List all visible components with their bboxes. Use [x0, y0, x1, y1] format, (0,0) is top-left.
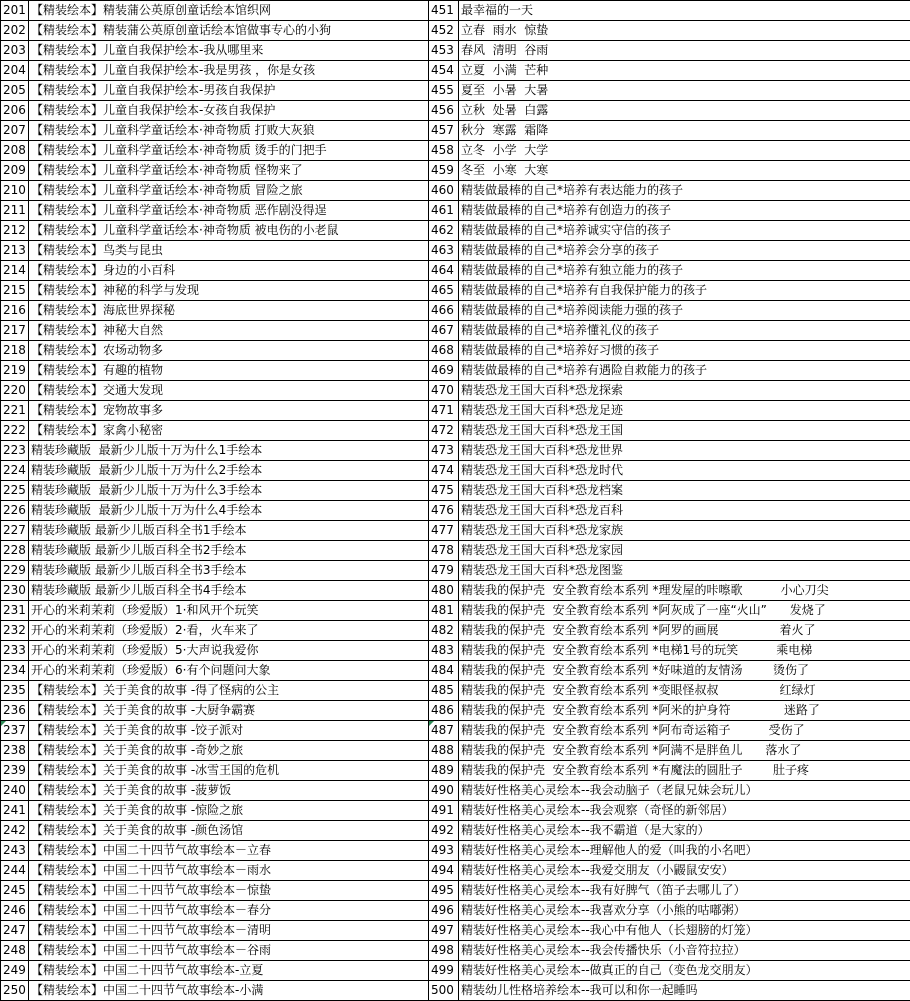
book-title-right[interactable]: 精装我的保护壳 安全教育绘本系列 *变眼怪叔叔 红绿灯 — [459, 681, 910, 701]
row-number-left[interactable]: 223 — [1, 441, 29, 461]
book-title-left[interactable]: 【精装绘本】家禽小秘密 — [29, 421, 429, 441]
table-row — [1, 381, 910, 401]
book-title-right[interactable]: 精装好性格美心灵绘本--做真正的自己（变色龙交朋友） — [459, 961, 910, 981]
book-title-right[interactable]: 精装做最棒的自己*培养有自我保护能力的孩子 — [459, 281, 910, 301]
table-row — [1, 241, 910, 261]
book-title-left[interactable]: 精装珍藏版 最新少儿版十万为什么1手绘本 — [29, 441, 429, 461]
book-title-left[interactable]: 【精装绘本】儿童自我保护绘本-我是男孩 ，你是女孩 — [29, 61, 429, 81]
book-title-right[interactable]: 精装好性格美心灵绘本--我喜欢分享（小熊的咕嘟粥） — [459, 901, 910, 921]
book-title-left[interactable]: 【精装绘本】儿童科学童话绘本·神奇物质 被电伤的小老鼠 — [29, 221, 429, 241]
row-number-right[interactable]: 461 — [429, 201, 459, 221]
table-row — [1, 41, 910, 61]
row-number-right[interactable]: 465 — [429, 281, 459, 301]
table-row — [1, 421, 910, 441]
row-number-left[interactable]: 243 — [1, 841, 29, 861]
table-row — [1, 621, 910, 641]
row-number-left[interactable]: 249 — [1, 961, 29, 981]
row-number-left[interactable]: 216 — [1, 301, 29, 321]
table-row — [1, 401, 910, 421]
row-number-left[interactable]: 234 — [1, 661, 29, 681]
row-number-left[interactable]: 203 — [1, 41, 29, 61]
book-title-left[interactable]: 精装珍藏版 最新少儿版十万为什么2手绘本 — [29, 461, 429, 481]
row-number-left[interactable]: 228 — [1, 541, 29, 561]
table-row — [1, 1, 910, 21]
row-number-right[interactable]: 483 — [429, 641, 459, 661]
book-title-left[interactable]: 【精装绘本】儿童科学童话绘本·神奇物质 恶作剧没得逞 — [29, 201, 429, 221]
row-number-left[interactable]: 241 — [1, 801, 29, 821]
row-number-right[interactable]: 464 — [429, 261, 459, 281]
book-title-right[interactable]: 精装好性格美心灵绘本--我会传播快乐（小音符拉拉） — [459, 941, 910, 961]
table-row — [1, 121, 910, 141]
table-row — [1, 701, 910, 721]
book-title-left[interactable]: 【精装绘本】儿童自我保护绘本-男孩自我保护 — [29, 81, 429, 101]
book-title-right[interactable]: 精装做最棒的自己*培养会分享的孩子 — [459, 241, 910, 261]
row-number-right[interactable]: 493 — [429, 841, 459, 861]
table-row — [1, 901, 910, 921]
row-number-right[interactable]: 485 — [429, 681, 459, 701]
row-number-right[interactable]: 489 — [429, 761, 459, 781]
book-title-left[interactable]: 开心的米莉茉莉（珍爱版）2·看，火车来了 — [29, 621, 429, 641]
row-number-left[interactable]: 240 — [1, 781, 29, 801]
book-title-right[interactable]: 精装做最棒的自己*培养懂礼仪的孩子 — [459, 321, 910, 341]
row-number-left[interactable]: 214 — [1, 261, 29, 281]
row-number-left[interactable]: 237 — [1, 721, 29, 741]
row-number-left[interactable]: 247 — [1, 921, 29, 941]
row-number-left[interactable]: 219 — [1, 361, 29, 381]
row-number-right[interactable]: 487 — [429, 721, 459, 741]
book-title-left[interactable]: 精装珍藏版 最新少儿版百科全书1手绘本 — [29, 521, 429, 541]
row-number-right[interactable]: 457 — [429, 121, 459, 141]
row-number-left[interactable]: 246 — [1, 901, 29, 921]
row-number-right[interactable]: 455 — [429, 81, 459, 101]
book-title-right[interactable]: 精装做最棒的自己*培养有独立能力的孩子 — [459, 261, 910, 281]
book-title-right[interactable]: 春风 清明 谷雨 — [459, 41, 910, 61]
table-row — [1, 721, 910, 741]
table-row — [1, 141, 910, 161]
book-title-left[interactable]: 开心的米莉茉莉（珍爱版）1·和风开个玩笑 — [29, 601, 429, 621]
row-number-right[interactable]: 476 — [429, 501, 459, 521]
book-title-left[interactable]: 【精装绘本】神秘大自然 — [29, 321, 429, 341]
book-title-left[interactable]: 【精装绘本】精装蒲公英原创童话绘本馆做事专心的小狗 — [29, 21, 429, 41]
book-title-right[interactable]: 精装做最棒的自己*培养阅读能力强的孩子 — [459, 301, 910, 321]
book-title-right[interactable]: 精装做最棒的自己*培养有创造力的孩子 — [459, 201, 910, 221]
book-title-right[interactable]: 精装恐龙王国大百科*恐龙家族 — [459, 521, 910, 541]
table-row — [1, 841, 910, 861]
book-title-left[interactable]: 【精装绘本】儿童自我保护绘本-我从哪里来 — [29, 41, 429, 61]
book-title-left[interactable]: 【精装绘本】关于美食的故事 -大厨争霸赛 — [29, 701, 429, 721]
row-number-left[interactable]: 232 — [1, 621, 29, 641]
book-title-left[interactable]: 【精装绘本】中国二十四节气故事绘本－春分 — [29, 901, 429, 921]
table-row — [1, 501, 910, 521]
row-number-right[interactable]: 462 — [429, 221, 459, 241]
table-row — [1, 281, 910, 301]
row-number-left[interactable]: 229 — [1, 561, 29, 581]
row-number-left[interactable]: 244 — [1, 861, 29, 881]
row-number-left[interactable]: 248 — [1, 941, 29, 961]
book-title-left[interactable]: 【精装绘本】中国二十四节气故事绘本－惊蛰 — [29, 881, 429, 901]
row-number-right[interactable]: 454 — [429, 61, 459, 81]
book-title-right[interactable]: 精装我的保护壳 安全教育绘本系列 *有魔法的圆肚子 肚子疼 — [459, 761, 910, 781]
row-number-right[interactable]: 498 — [429, 941, 459, 961]
row-number-left[interactable]: 217 — [1, 321, 29, 341]
book-title-left[interactable]: 【精装绘本】儿童科学童话绘本·神奇物质 冒险之旅 — [29, 181, 429, 201]
row-number-right[interactable]: 467 — [429, 321, 459, 341]
row-number-right[interactable]: 477 — [429, 521, 459, 541]
book-title-right[interactable]: 精装我的保护壳 安全教育绘本系列 *阿米的护身符 迷路了 — [459, 701, 910, 721]
table-row — [1, 81, 910, 101]
row-number-left[interactable]: 245 — [1, 881, 29, 901]
row-number-right[interactable]: 472 — [429, 421, 459, 441]
row-number-left[interactable]: 224 — [1, 461, 29, 481]
book-title-right[interactable]: 精装好性格美心灵绘本--理解他人的爱（叫我的小名吧） — [459, 841, 910, 861]
table-row — [1, 61, 910, 81]
book-title-left[interactable]: 【精装绘本】儿童科学童话绘本·神奇物质 怪物来了 — [29, 161, 429, 181]
table-row — [1, 641, 910, 661]
row-number-right[interactable]: 453 — [429, 41, 459, 61]
table-row — [1, 481, 910, 501]
book-title-right[interactable]: 精装恐龙王国大百科*恐龙足迹 — [459, 401, 910, 421]
book-title-left[interactable]: 精装珍藏版 最新少儿版十万为什么4手绘本 — [29, 501, 429, 521]
row-number-right[interactable]: 481 — [429, 601, 459, 621]
row-number-left[interactable]: 242 — [1, 821, 29, 841]
row-number-right[interactable]: 495 — [429, 881, 459, 901]
book-title-left[interactable]: 精装珍藏版 最新少儿版百科全书4手绘本 — [29, 581, 429, 601]
book-title-left[interactable]: 【精装绘本】中国二十四节气故事绘本-立夏 — [29, 961, 429, 981]
book-title-right[interactable]: 秋分 寒露 霜降 — [459, 121, 910, 141]
row-number-right[interactable]: 488 — [429, 741, 459, 761]
row-number-left[interactable]: 204 — [1, 61, 29, 81]
book-title-left[interactable]: 【精装绘本】精装蒲公英原创童话绘本馆织网 — [29, 1, 429, 21]
book-title-right[interactable]: 立春 雨水 惊蛰 — [459, 21, 910, 41]
table-row — [1, 981, 910, 1001]
book-title-left[interactable]: 【精装绘本】关于美食的故事 -得了怪病的公主 — [29, 681, 429, 701]
book-title-right[interactable]: 精装恐龙王国大百科*恐龙档案 — [459, 481, 910, 501]
row-number-left[interactable]: 218 — [1, 341, 29, 361]
table-row — [1, 441, 910, 461]
book-title-right[interactable]: 精装做最棒的自己*培养有表达能力的孩子 — [459, 181, 910, 201]
table-row — [1, 661, 910, 681]
row-number-left[interactable]: 212 — [1, 221, 29, 241]
book-title-right[interactable]: 精装恐龙王国大百科*恐龙王国 — [459, 421, 910, 441]
book-title-right[interactable]: 精装做最棒的自己*培养有遇险自救能力的孩子 — [459, 361, 910, 381]
book-title-right[interactable]: 精装好性格美心灵绘本--我爱交朋友（小鼹鼠安安） — [459, 861, 910, 881]
row-number-left[interactable]: 211 — [1, 201, 29, 221]
book-title-right[interactable]: 最幸福的一天 — [459, 1, 910, 21]
book-title-right[interactable]: 精装做最棒的自己*培养好习惯的孩子 — [459, 341, 910, 361]
book-title-right[interactable]: 精装好性格美心灵绘本--我有好脾气（笛子去哪儿了） — [459, 881, 910, 901]
row-number-right[interactable]: 459 — [429, 161, 459, 181]
row-number-left[interactable]: 205 — [1, 81, 29, 101]
row-number-right[interactable]: 463 — [429, 241, 459, 261]
book-title-left[interactable]: 【精装绘本】关于美食的故事 -饺子派对 — [29, 721, 429, 741]
row-number-left[interactable]: 226 — [1, 501, 29, 521]
row-number-right[interactable]: 474 — [429, 461, 459, 481]
book-title-left[interactable]: 【精装绘本】关于美食的故事 -惊险之旅 — [29, 801, 429, 821]
table-row — [1, 461, 910, 481]
row-number-right[interactable]: 479 — [429, 561, 459, 581]
row-number-left[interactable]: 207 — [1, 121, 29, 141]
book-title-right[interactable]: 精装恐龙王国大百科*恐龙世界 — [459, 441, 910, 461]
book-title-right[interactable]: 精装好性格美心灵绘本--我不霸道（是大家的） — [459, 821, 910, 841]
book-title-left[interactable]: 开心的米莉茉莉（珍爱版）5·大声说我爱你 — [29, 641, 429, 661]
book-title-left[interactable]: 【精装绘本】农场动物多 — [29, 341, 429, 361]
row-number-right[interactable]: 452 — [429, 21, 459, 41]
table-row — [1, 601, 910, 621]
row-number-left[interactable]: 208 — [1, 141, 29, 161]
table-row — [1, 801, 910, 821]
row-number-left[interactable]: 231 — [1, 601, 29, 621]
row-number-left[interactable]: 202 — [1, 21, 29, 41]
row-number-left[interactable]: 206 — [1, 101, 29, 121]
book-title-right[interactable]: 精装我的保护壳 安全教育绘本系列 *阿布奇运箱子 受伤了 — [459, 721, 910, 741]
row-number-left[interactable]: 222 — [1, 421, 29, 441]
row-number-left[interactable]: 209 — [1, 161, 29, 181]
book-title-right[interactable]: 精装好性格美心灵绘本--我会观察（奇怪的新邻居） — [459, 801, 910, 821]
book-title-right[interactable]: 精装我的保护壳 安全教育绘本系列 *阿灰成了一座“火山” 发烧了 — [459, 601, 910, 621]
book-title-right[interactable]: 立冬 小学 大学 — [459, 141, 910, 161]
row-number-right[interactable]: 451 — [429, 1, 459, 21]
table-row — [1, 221, 910, 241]
row-number-right[interactable]: 473 — [429, 441, 459, 461]
table-row — [1, 861, 910, 881]
table-row — [1, 921, 910, 941]
book-title-right[interactable]: 精装恐龙王国大百科*恐龙家园 — [459, 541, 910, 561]
table-row — [1, 321, 910, 341]
table-row — [1, 181, 910, 201]
book-title-right[interactable]: 立秋 处暑 白露 — [459, 101, 910, 121]
book-title-right[interactable]: 精装我的保护壳 安全教育绘本系列 *阿罗的画展 着火了 — [459, 621, 910, 641]
book-title-right[interactable]: 精装恐龙王国大百科*恐龙探索 — [459, 381, 910, 401]
row-number-left[interactable]: 201 — [1, 1, 29, 21]
book-title-left[interactable]: 精装珍藏版 最新少儿版百科全书3手绘本 — [29, 561, 429, 581]
book-title-left[interactable]: 【精装绘本】身边的小百科 — [29, 261, 429, 281]
book-title-left[interactable]: 【精装绘本】中国二十四节气故事绘本-小满 — [29, 981, 429, 1001]
row-number-right[interactable]: 469 — [429, 361, 459, 381]
row-number-right[interactable]: 466 — [429, 301, 459, 321]
row-number-right[interactable]: 471 — [429, 401, 459, 421]
book-title-right[interactable]: 精装我的保护壳 安全教育绘本系列 *阿满不是胖鱼儿 落水了 — [459, 741, 910, 761]
row-number-right[interactable]: 499 — [429, 961, 459, 981]
row-number-right[interactable]: 468 — [429, 341, 459, 361]
row-number-right[interactable]: 496 — [429, 901, 459, 921]
book-title-right[interactable]: 精装恐龙王国大百科*恐龙百科 — [459, 501, 910, 521]
book-title-left[interactable]: 【精装绘本】关于美食的故事 -冰雪王国的危机 — [29, 761, 429, 781]
book-title-right[interactable]: 精装我的保护壳 安全教育绘本系列 *好味道的友情汤 烫伤了 — [459, 661, 910, 681]
row-number-right[interactable]: 490 — [429, 781, 459, 801]
row-number-right[interactable]: 491 — [429, 801, 459, 821]
row-number-left[interactable]: 233 — [1, 641, 29, 661]
table-row — [1, 361, 910, 381]
row-number-right[interactable]: 494 — [429, 861, 459, 881]
book-title-right[interactable]: 精装恐龙王国大百科*恐龙图鉴 — [459, 561, 910, 581]
row-number-left[interactable]: 250 — [1, 981, 29, 1001]
table-row — [1, 881, 910, 901]
book-title-left[interactable]: 【精装绘本】中国二十四节气故事绘本－立春 — [29, 841, 429, 861]
table-row — [1, 341, 910, 361]
table-row — [1, 581, 910, 601]
row-number-right[interactable]: 456 — [429, 101, 459, 121]
book-title-left[interactable]: 精装珍藏版 最新少儿版十万为什么3手绘本 — [29, 481, 429, 501]
row-number-right[interactable]: 492 — [429, 821, 459, 841]
row-number-left[interactable]: 225 — [1, 481, 29, 501]
table-row — [1, 261, 910, 281]
row-number-right[interactable]: 500 — [429, 981, 459, 1001]
table-body — [1, 1, 910, 1001]
table-row — [1, 541, 910, 561]
row-number-right[interactable]: 497 — [429, 921, 459, 941]
book-title-right[interactable]: 精装做最棒的自己*培养诚实守信的孩子 — [459, 221, 910, 241]
table-row — [1, 941, 910, 961]
row-number-right[interactable]: 480 — [429, 581, 459, 601]
table-row — [1, 21, 910, 41]
book-title-left[interactable]: 【精装绘本】神秘的科学与发现 — [29, 281, 429, 301]
book-title-left[interactable]: 【精装绘本】海底世界探秘 — [29, 301, 429, 321]
book-title-left[interactable]: 【精装绘本】儿童科学童话绘本·神奇物质 烫手的门把手 — [29, 141, 429, 161]
book-title-left[interactable]: 【精装绘本】中国二十四节气故事绘本－清明 — [29, 921, 429, 941]
row-number-left[interactable]: 215 — [1, 281, 29, 301]
book-title-left[interactable]: 【精装绘本】有趣的植物 — [29, 361, 429, 381]
book-title-left[interactable]: 【精装绘本】儿童自我保护绘本-女孩自我保护 — [29, 101, 429, 121]
row-number-left[interactable]: 236 — [1, 701, 29, 721]
row-number-right[interactable]: 478 — [429, 541, 459, 561]
book-title-right[interactable]: 精装好性格美心灵绘本--我心中有他人（长翅膀的灯笼） — [459, 921, 910, 941]
book-title-left[interactable]: 开心的米莉茉莉（珍爱版）6·有个问题问大象 — [29, 661, 429, 681]
book-title-right[interactable]: 精装幼儿性格培养绘本--我可以和你一起睡吗 — [459, 981, 910, 1001]
book-title-left[interactable]: 【精装绘本】鸟类与昆虫 — [29, 241, 429, 261]
table-row — [1, 521, 910, 541]
row-number-right[interactable]: 486 — [429, 701, 459, 721]
table-row — [1, 161, 910, 181]
row-number-left[interactable]: 210 — [1, 181, 29, 201]
book-title-right[interactable]: 立夏 小满 芒种 — [459, 61, 910, 81]
book-title-left[interactable]: 【精装绘本】关于美食的故事 -奇妙之旅 — [29, 741, 429, 761]
table-row — [1, 101, 910, 121]
row-number-left[interactable]: 227 — [1, 521, 29, 541]
book-title-right[interactable]: 精装我的保护壳 安全教育绘本系列 *理发屋的咔嚓歌 小心刀尖 — [459, 581, 910, 601]
row-number-right[interactable]: 458 — [429, 141, 459, 161]
book-title-right[interactable]: 夏至 小暑 大暑 — [459, 81, 910, 101]
table-row — [1, 681, 910, 701]
book-title-left[interactable]: 【精装绘本】宠物故事多 — [29, 401, 429, 421]
book-title-left[interactable]: 【精装绘本】交通大发现 — [29, 381, 429, 401]
row-number-left[interactable]: 239 — [1, 761, 29, 781]
book-title-right[interactable]: 精装好性格美心灵绘本--我会动脑子（老鼠兄妹会玩儿） — [459, 781, 910, 801]
book-title-left[interactable]: 【精装绘本】儿童科学童话绘本·神奇物质 打败大灰狼 — [29, 121, 429, 141]
book-title-right[interactable]: 冬至 小寒 大寒 — [459, 161, 910, 181]
table-row — [1, 821, 910, 841]
row-number-right[interactable]: 484 — [429, 661, 459, 681]
row-number-left[interactable]: 213 — [1, 241, 29, 261]
table-row — [1, 201, 910, 221]
row-number-left[interactable]: 235 — [1, 681, 29, 701]
book-title-right[interactable]: 精装恐龙王国大百科*恐龙时代 — [459, 461, 910, 481]
book-title-right[interactable]: 精装我的保护壳 安全教育绘本系列 *电梯1号的玩笑 乘电梯 — [459, 641, 910, 661]
book-title-left[interactable]: 【精装绘本】中国二十四节气故事绘本－雨水 — [29, 861, 429, 881]
book-title-left[interactable]: 精装珍藏版 最新少儿版百科全书2手绘本 — [29, 541, 429, 561]
row-number-right[interactable]: 482 — [429, 621, 459, 641]
table-row — [1, 301, 910, 321]
table-row — [1, 561, 910, 581]
row-number-left[interactable]: 238 — [1, 741, 29, 761]
row-number-right[interactable]: 460 — [429, 181, 459, 201]
row-number-right[interactable]: 470 — [429, 381, 459, 401]
book-title-left[interactable]: 【精装绘本】中国二十四节气故事绘本－谷雨 — [29, 941, 429, 961]
row-number-left[interactable]: 230 — [1, 581, 29, 601]
book-title-left[interactable]: 【精装绘本】关于美食的故事 -颜色汤馆 — [29, 821, 429, 841]
table-row — [1, 761, 910, 781]
row-number-left[interactable]: 221 — [1, 401, 29, 421]
table-row — [1, 961, 910, 981]
row-number-left[interactable]: 220 — [1, 381, 29, 401]
table-row — [1, 781, 910, 801]
book-title-left[interactable]: 【精装绘本】关于美食的故事 -菠萝饭 — [29, 781, 429, 801]
row-number-right[interactable]: 475 — [429, 481, 459, 501]
table-row — [1, 741, 910, 761]
